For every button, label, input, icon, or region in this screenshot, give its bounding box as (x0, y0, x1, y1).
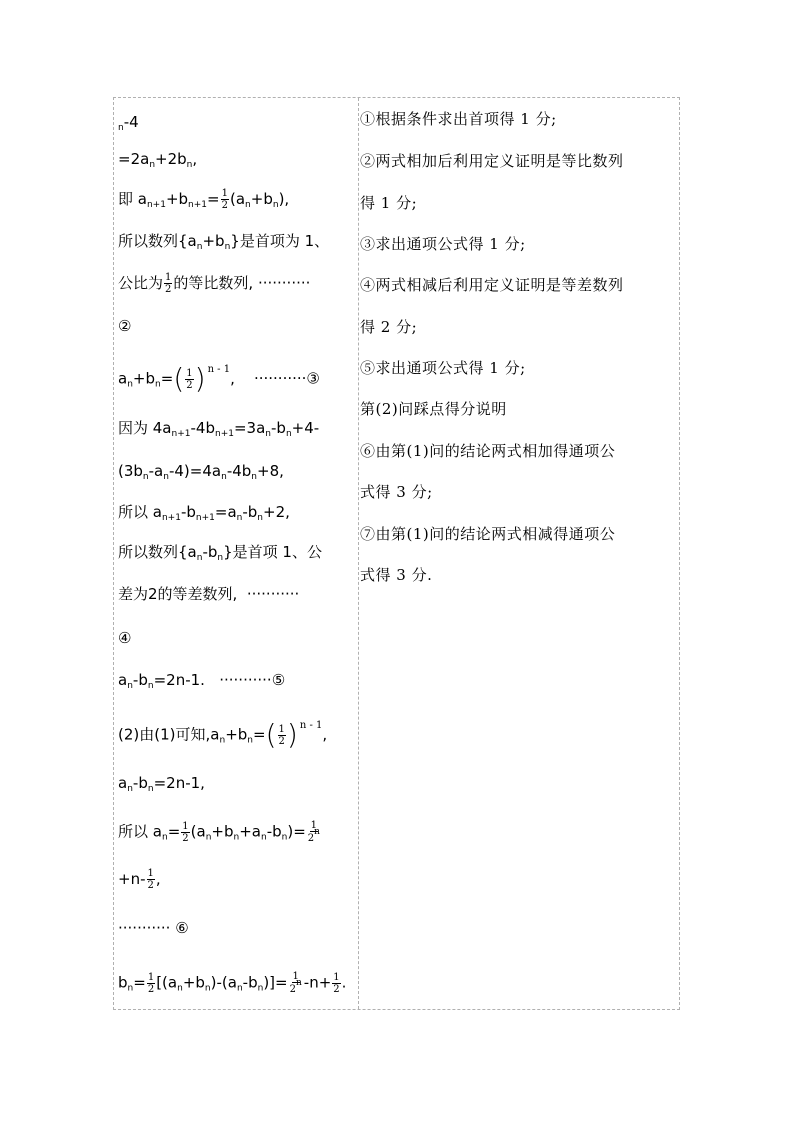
line-7: $a_n+b_n=$ ( $\frac{1}{2}$ ) $^{n - 1}$, ···········③ (118, 362, 320, 395)
parenthesized-fraction: ( $\frac{1}{2}$ ) (173, 362, 206, 395)
line-2: $=2a_n+2b_n$, (118, 150, 198, 170)
line-3: 即 $a_{n+1}+b_{n+1}=$ $\frac{1}{2}$ $(a_n+b_n)$, (118, 188, 290, 211)
fraction: $\frac{1}{2}$ (221, 188, 228, 211)
note-line: ①根据条件求出首项得 1 分; (360, 110, 557, 128)
note-line: ⑦由第(1)问的结论两式相减得通项公 (360, 525, 616, 543)
line-15: (2)由(1)可知$,a_n+b_n=$ ( $\frac{1}{2}$ ) $^{n - 1}$, (118, 718, 328, 751)
fraction: $\frac{1}{2}$ (165, 272, 172, 295)
note-line: 第(2)问踩点得分说明 (360, 400, 507, 418)
note-line: 得 1 分; (360, 194, 418, 212)
note-line: ②两式相加后利用定义证明是等比数列 (360, 152, 624, 170)
parenthesized-fraction: ( $\frac{1}{2}$ ) (265, 718, 298, 751)
fraction: $\frac{1}{2^n}$ (307, 820, 320, 844)
fraction: $\frac{1}{2}$ (147, 868, 154, 891)
line-13: ④ (118, 629, 132, 647)
line-16: $a_n-b_n=2n-1$, (118, 774, 205, 794)
note-line: ④两式相减后利用定义证明是等差数列 (360, 276, 624, 294)
line-6: ② (118, 317, 132, 335)
line-19: ··········· ⑥ (118, 919, 189, 937)
line-1: $_n$-4 (118, 113, 139, 133)
note-line: 式得 3 分. (360, 566, 433, 584)
line-5: 公比为 $\frac{1}{2}$ 的等比数列, ··········· (118, 272, 311, 295)
note-line: ⑤求出通项公式得 1 分; (360, 359, 526, 377)
line-4: 所以数列$\{a_n+b_n\}$是首项为 1、 (118, 232, 330, 252)
note-line: 得 2 分; (360, 318, 418, 336)
note-line: ③求出通项公式得 1 分; (360, 235, 526, 253)
line-9: $(3b_n-a_n-4)=4a_n-4b_n+8$, (118, 462, 284, 482)
line-20: $b_n=$ $\frac{1}{2}$ $[(a_n+b_n)-(a_n-b_n)]=$ $\frac{1}{2^n}$ -n+ $\frac{1}{2}$ . (118, 971, 347, 995)
line-14: $a_n-b_n=2n-1$. ···········⑤ (118, 671, 286, 691)
fraction: $\frac{1}{2}$ (333, 971, 340, 995)
line-10: 所以 $a_{n+1}-b_{n+1}=a_n-b_n+2$, (118, 503, 290, 523)
fraction: $\frac{1}{2}$ (182, 820, 189, 844)
line-12: 差为2的等差数列, ··········· (118, 585, 300, 603)
note-line: 式得 3 分; (360, 483, 433, 501)
scoring-table (113, 97, 680, 1010)
line-11: 所以数列$\{a_n-b_n\}$是首项 1、公 (118, 543, 322, 563)
line-18: +n- $\frac{1}{2}$ , (118, 868, 161, 891)
fraction: $\frac{1}{2}$ (147, 971, 155, 995)
fraction: $\frac{1}{2^n}$ (289, 971, 302, 995)
line-8: 因为 $4a_{n+1}-4b_{n+1}=3a_n-b_n+4-$ (118, 419, 320, 439)
note-line: ⑥由第(1)问的结论两式相加得通项公 (360, 442, 616, 460)
column-divider (358, 98, 359, 1009)
line-17: 所以 $a_n=$ $\frac{1}{2}$ $(a_n+b_n+a_n-b_n)=$ $\frac{1}{2^n}$ (118, 820, 320, 844)
